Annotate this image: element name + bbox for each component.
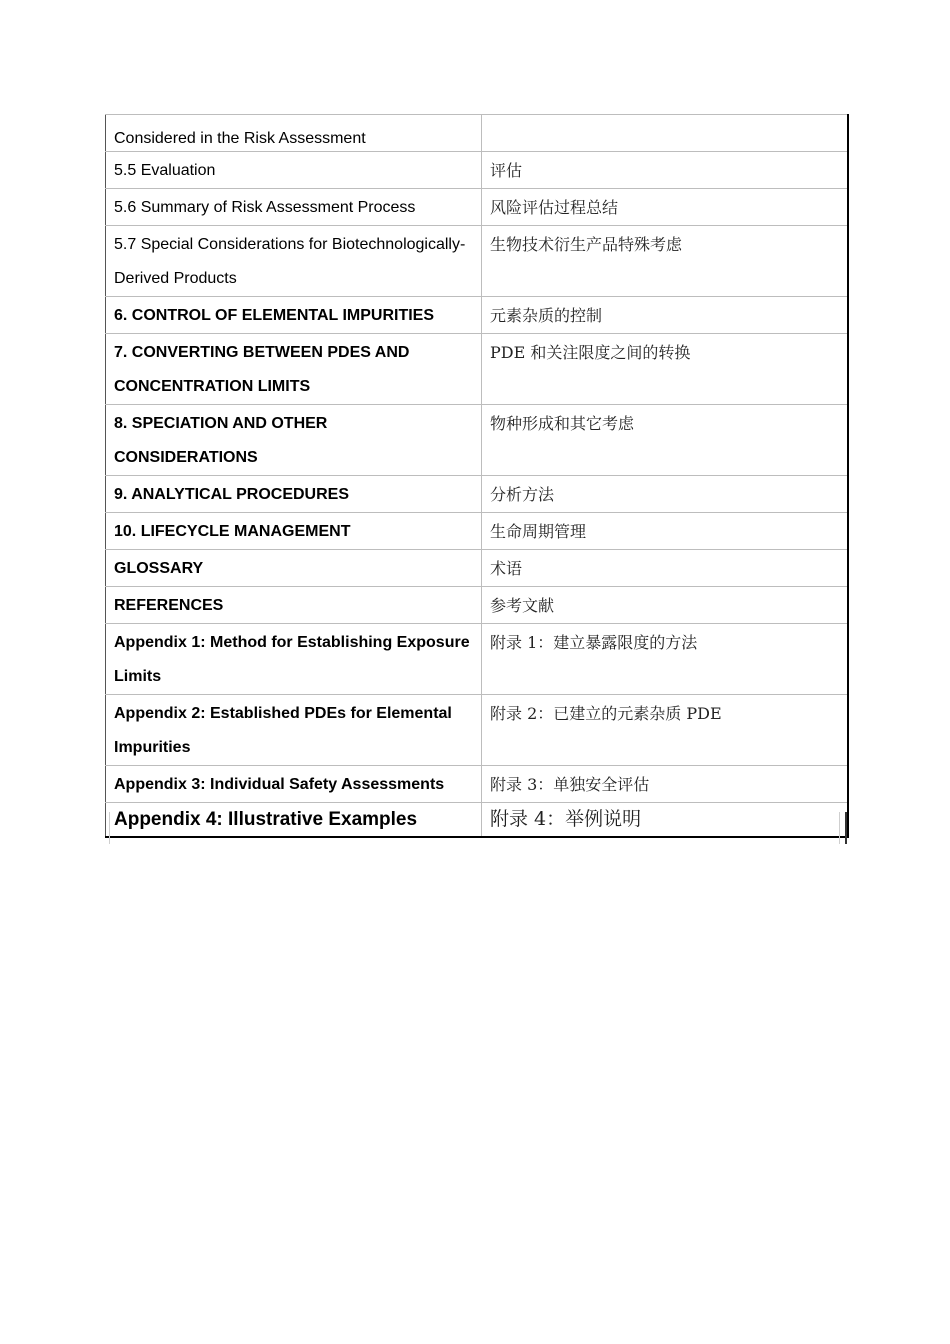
toc-entry-zh: 术语 xyxy=(482,550,848,587)
toc-entry-zh: 元素杂质的控制 xyxy=(482,297,848,334)
toc-table xyxy=(105,114,849,838)
toc-entry-en: Appendix 1: Method for Establishing Exposure Limits xyxy=(106,624,482,695)
table-row xyxy=(106,152,848,189)
toc-entry-zh: 参考文献 xyxy=(482,587,848,624)
toc-entry-zh: 附录 3：单独安全评估 xyxy=(482,766,848,803)
toc-entry-en: 5.6 Summary of Risk Assessment Process xyxy=(106,189,482,226)
toc-entry-zh: PDE 和关注限度之间的转换 xyxy=(482,334,848,405)
toc-entry-zh xyxy=(482,115,848,152)
toc-entry-en: Appendix 3: Individual Safety Assessments xyxy=(106,766,482,803)
table-row xyxy=(106,550,848,587)
toc-entry-en: REFERENCES xyxy=(106,587,482,624)
toc-entry-zh: 附录 2：已建立的元素杂质 PDE xyxy=(482,695,848,766)
toc-entry-zh: 评估 xyxy=(482,152,848,189)
table-row xyxy=(106,695,848,766)
toc-entry-en: 7. CONVERTING BETWEEN PDES AND CONCENTRATION LIMITS xyxy=(106,334,482,405)
toc-entry-en: 5.7 Special Considerations for Biotechnologically-Derived Products xyxy=(106,226,482,297)
toc-entry-zh: 物种形成和其它考虑 xyxy=(482,405,848,476)
table-row xyxy=(106,334,848,405)
toc-entry-en: GLOSSARY xyxy=(106,550,482,587)
toc-entry-zh: 生命周期管理 xyxy=(482,513,848,550)
toc-entry-en: 9. ANALYTICAL PROCEDURES xyxy=(106,476,482,513)
toc-entry-en: 10. LIFECYCLE MANAGEMENT xyxy=(106,513,482,550)
table-row xyxy=(106,297,848,334)
table-row xyxy=(106,405,848,476)
toc-entry-en: 6. CONTROL OF ELEMENTAL IMPURITIES xyxy=(106,297,482,334)
toc-entry-zh: 风险评估过程总结 xyxy=(482,189,848,226)
toc-entry-zh: 附录 4：举例说明 xyxy=(482,803,848,838)
toc-entry-en: 8. SPECIATION AND OTHER CONSIDERATIONS xyxy=(106,405,482,476)
table-row xyxy=(106,226,848,297)
table-row xyxy=(106,513,848,550)
table-row xyxy=(106,189,848,226)
table-continuation-border xyxy=(845,812,847,844)
table-row xyxy=(106,476,848,513)
toc-entry-en: Appendix 2: Established PDEs for Elemental Impurities xyxy=(106,695,482,766)
toc-entry-zh: 附录 1：建立暴露限度的方法 xyxy=(482,624,848,695)
table-row xyxy=(106,115,848,152)
table-continuation-frame xyxy=(109,812,840,844)
toc-entry-en: 5.5 Evaluation xyxy=(106,152,482,189)
toc-entry-en: Considered in the Risk Assessment xyxy=(106,115,482,152)
toc-entry-en: Appendix 4: Illustrative Examples xyxy=(106,803,482,838)
table-row xyxy=(106,587,848,624)
toc-entry-zh: 分析方法 xyxy=(482,476,848,513)
table-row xyxy=(106,766,848,803)
table-row xyxy=(106,624,848,695)
toc-entry-zh: 生物技术衍生产品特殊考虑 xyxy=(482,226,848,297)
